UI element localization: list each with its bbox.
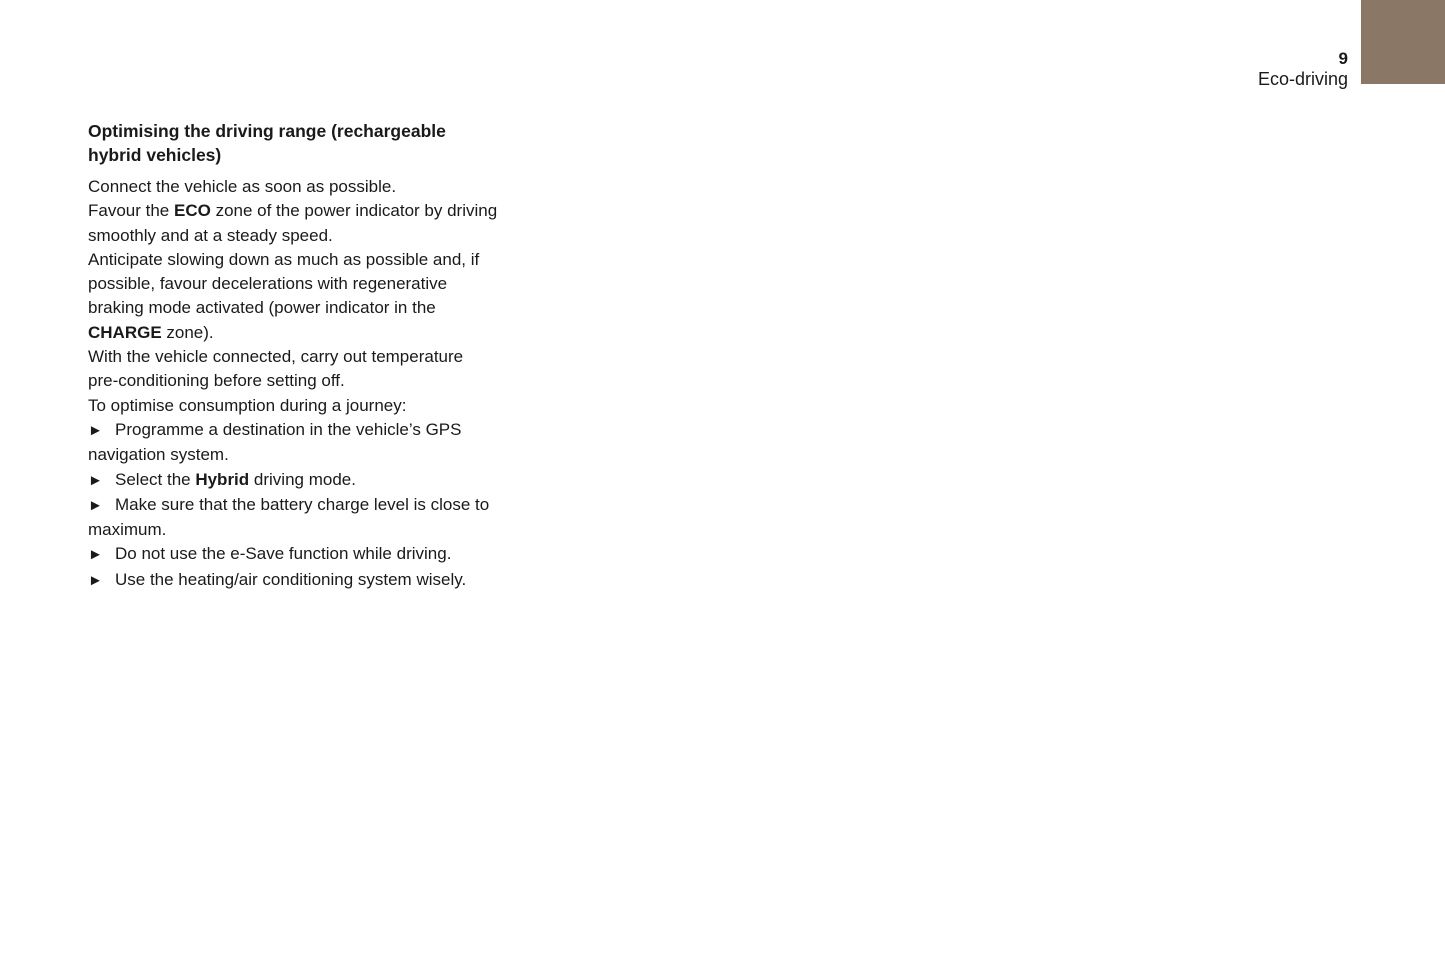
paragraph-anticipate [88, 248, 498, 345]
bullet-item-heating [88, 568, 498, 593]
eco-keyword: ECO [174, 201, 211, 221]
section-title: Eco-driving [1257, 69, 1348, 89]
section-heading: Optimising the driving range (rechargeable hybrid vehicles) [88, 121, 446, 165]
bullet-item-esave [88, 542, 498, 567]
paragraph-connect: Connect the vehicle as soon as possible. [88, 177, 397, 196]
paragraph-preconditioning: With the vehicle connected, carry out temperature pre-conditioning before setting off. [88, 347, 464, 391]
paragraph-text: Favour the [88, 201, 174, 221]
bullet-arrow-icon: ► [88, 471, 103, 489]
bullet-item-hybrid-mode [88, 468, 498, 493]
chapter-tab [1361, 0, 1445, 84]
paragraph-text: zone of the power indicator by driving smoothly and at a steady speed. [88, 201, 498, 245]
charge-keyword: CHARGE [88, 322, 162, 342]
bullet-text: Use the heating/air conditioning system wisely. [115, 569, 467, 589]
paragraph-text: zone). [161, 322, 214, 342]
paragraph-optimise-intro: To optimise consumption during a journey: [88, 395, 407, 415]
paragraph-eco-zone [88, 199, 498, 248]
paragraph-text: Anticipate slowing down as much as possible and, if possible, favour decelerations with regenerative braking mode activated (power indicator in the [88, 249, 480, 318]
bullet-arrow-icon: ► [88, 421, 103, 439]
bullet-arrow-icon: ► [88, 496, 103, 514]
bullet-text: Select the [115, 469, 196, 489]
page-number: 9 [1338, 49, 1348, 68]
main-content [88, 119, 498, 593]
hybrid-keyword: Hybrid [195, 469, 250, 489]
page-header [1258, 49, 1348, 89]
bullet-item-gps [88, 418, 498, 468]
bullet-item-battery [88, 493, 498, 543]
bullet-arrow-icon: ► [88, 546, 103, 564]
bullet-text: Make sure that the battery charge level is close to maximum. [88, 494, 490, 540]
bullet-arrow-icon: ► [88, 571, 103, 589]
bullet-text: Do not use the e-Save function while driving. [115, 544, 452, 564]
bullet-text: driving mode. [249, 469, 356, 489]
bullet-text: Programme a destination in the vehicle’s GPS navigation system. [88, 419, 462, 465]
